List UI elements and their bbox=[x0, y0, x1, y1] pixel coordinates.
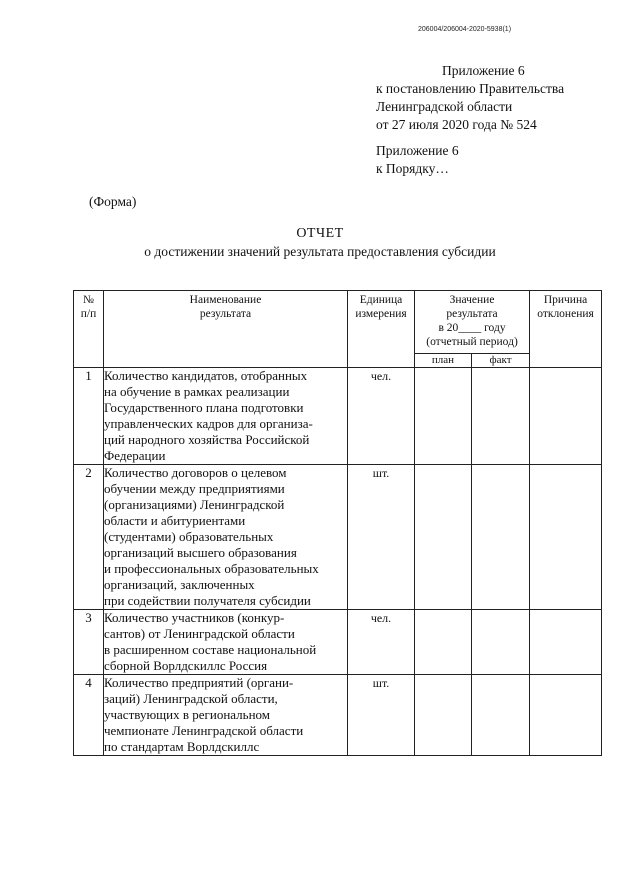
row-name-line: чемпионате Ленинградской области bbox=[104, 723, 304, 738]
row-name-line: заций) Ленинградской области, bbox=[104, 691, 278, 706]
row-unit: чел. bbox=[348, 610, 415, 675]
row-fact-cell[interactable] bbox=[472, 465, 530, 610]
row-plan-cell[interactable] bbox=[415, 675, 472, 756]
header-unit-line: Единица bbox=[359, 294, 403, 306]
appendix-block bbox=[376, 62, 564, 134]
row-name-line: на обучение в рамках реализации bbox=[104, 384, 290, 399]
appendix-line: Ленинградской области bbox=[376, 99, 513, 114]
row-name bbox=[104, 368, 348, 465]
row-name-line: (организациями) Ленинградской bbox=[104, 497, 285, 512]
row-name bbox=[104, 610, 348, 675]
header-plan: план bbox=[415, 354, 472, 368]
row-name-line: Количество кандидатов, отобранных bbox=[104, 368, 308, 383]
row-plan-cell[interactable] bbox=[415, 610, 472, 675]
row-fact-cell[interactable] bbox=[472, 610, 530, 675]
row-reason-cell[interactable] bbox=[530, 675, 602, 756]
report-table bbox=[73, 290, 602, 756]
row-name-line: организаций, заключенных bbox=[104, 577, 255, 592]
row-name-line: ций народного хозяйства Российской bbox=[104, 432, 310, 447]
row-name-line: Количество предприятий (органи- bbox=[104, 675, 294, 690]
header-name-line: Наименование bbox=[189, 294, 262, 306]
row-num: 3 bbox=[74, 610, 104, 675]
header-reason-line: отклонения bbox=[537, 308, 594, 320]
row-name-line: при содействии получателя субсидии bbox=[104, 593, 311, 608]
table-row bbox=[74, 610, 602, 675]
row-name-line: Количество участников (конкур- bbox=[104, 610, 285, 625]
appendix-order-line: к Порядку… bbox=[376, 161, 449, 176]
header-value-line: Значение bbox=[449, 294, 495, 306]
row-plan-cell[interactable] bbox=[415, 465, 472, 610]
row-reason-cell[interactable] bbox=[530, 368, 602, 465]
form-label: (Форма) bbox=[89, 194, 137, 209]
row-num: 1 bbox=[74, 368, 104, 465]
row-name-line: (студентами) образовательных bbox=[104, 529, 274, 544]
row-name-line: и профессиональных образовательных bbox=[104, 561, 319, 576]
header-value bbox=[415, 291, 530, 354]
header-value-line: в 20____ году bbox=[438, 322, 506, 334]
row-name-line: сборной Ворлдскиллс Россия bbox=[104, 658, 268, 673]
appendix-line: к постановлению Правительства bbox=[376, 81, 565, 96]
appendix-order-block bbox=[376, 142, 459, 178]
row-unit: чел. bbox=[348, 368, 415, 465]
row-plan-cell[interactable] bbox=[415, 368, 472, 465]
row-name-line: участвующих в региональном bbox=[104, 707, 271, 722]
header-num bbox=[74, 291, 104, 368]
row-reason-cell[interactable] bbox=[530, 610, 602, 675]
row-name-line: Количество договоров о целевом bbox=[104, 465, 287, 480]
row-name-line: по стандартам Ворлдскиллс bbox=[104, 739, 260, 754]
header-name-line: результата bbox=[199, 308, 252, 320]
row-fact-cell[interactable] bbox=[472, 368, 530, 465]
header-name bbox=[104, 291, 348, 368]
row-name-line: сантов) от Ленинградской области bbox=[104, 626, 295, 641]
table-row bbox=[74, 465, 602, 610]
row-name bbox=[104, 675, 348, 756]
header-num-line: п/п bbox=[80, 308, 97, 320]
row-num: 2 bbox=[74, 465, 104, 610]
header-reason-line: Причина bbox=[543, 294, 588, 306]
header-value-line: (отчетный период) bbox=[426, 336, 518, 348]
row-fact-cell[interactable] bbox=[472, 675, 530, 756]
row-name-line: обучении между предприятиями bbox=[104, 481, 285, 496]
page-title: ОТЧЕТ bbox=[296, 226, 344, 241]
header-fact: факт bbox=[472, 354, 530, 368]
row-name-line: Федерации bbox=[104, 448, 166, 463]
row-unit: шт. bbox=[348, 675, 415, 756]
table-row bbox=[74, 675, 602, 756]
header-value-line: результата bbox=[446, 308, 498, 320]
document-id: 206004/206004-2020-5938(1) bbox=[418, 26, 512, 33]
row-name-line: области и абитуриентами bbox=[104, 513, 246, 528]
row-num: 4 bbox=[74, 675, 104, 756]
appendix-line: Приложение 6 bbox=[442, 63, 525, 78]
header-reason bbox=[530, 291, 602, 368]
appendix-line: от 27 июля 2020 года № 524 bbox=[376, 117, 537, 132]
row-name-line: Государственного плана подготовки bbox=[104, 400, 304, 415]
row-reason-cell[interactable] bbox=[530, 465, 602, 610]
row-unit: шт. bbox=[348, 465, 415, 610]
row-name-line: организаций высшего образования bbox=[104, 545, 297, 560]
appendix-order-line: Приложение 6 bbox=[376, 143, 459, 158]
page-subtitle: о достижении значений результата предоставления субсидии bbox=[144, 244, 496, 259]
header-num-line: № bbox=[83, 294, 94, 306]
row-name bbox=[104, 465, 348, 610]
row-name-line: в расширенном составе национальной bbox=[104, 642, 317, 657]
row-name-line: управленческих кадров для организа- bbox=[104, 416, 313, 431]
table-row bbox=[74, 368, 602, 465]
header-unit-line: измерения bbox=[355, 308, 407, 320]
header-unit bbox=[348, 291, 415, 368]
